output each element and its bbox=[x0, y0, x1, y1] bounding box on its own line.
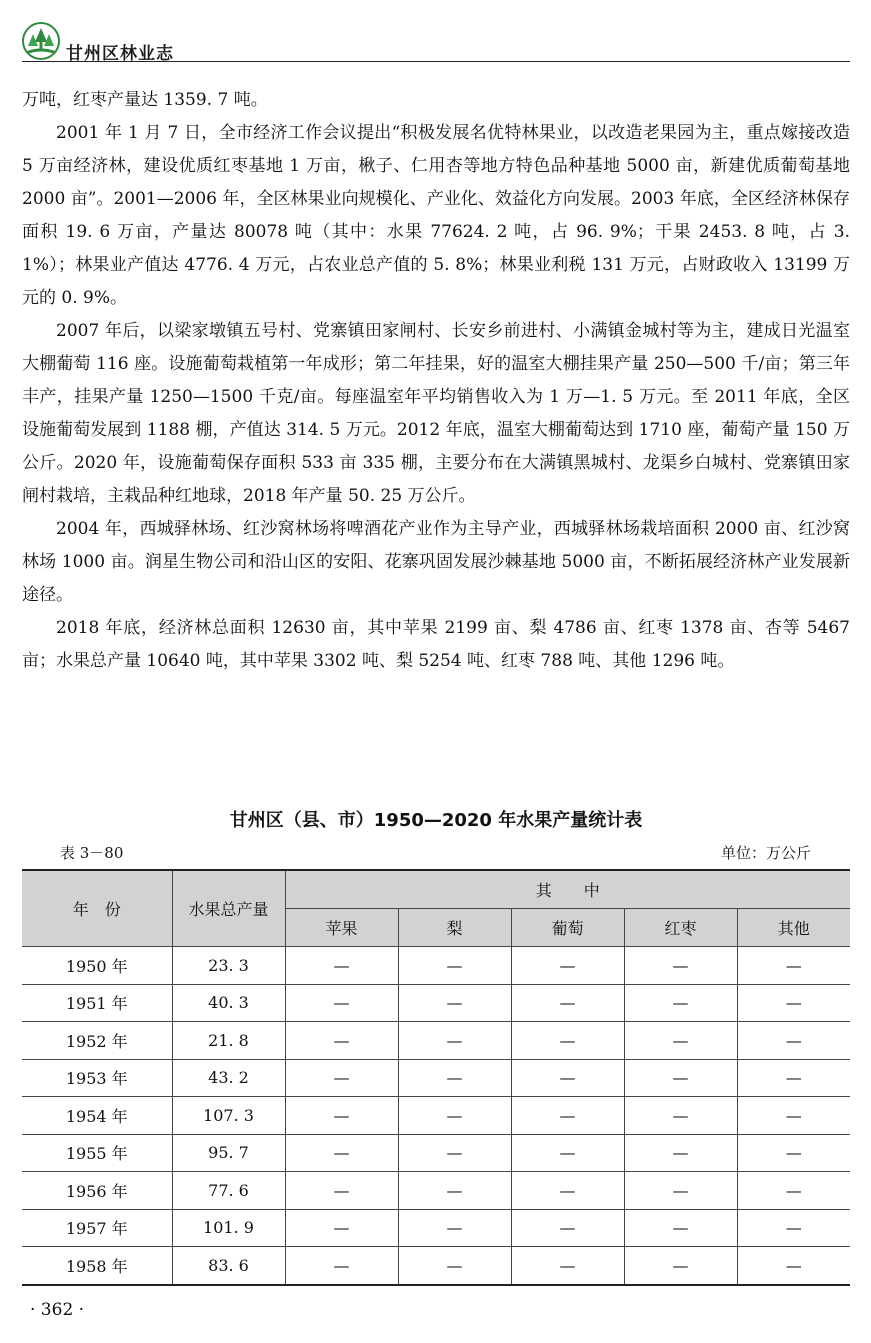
header-jujube: 红枣 bbox=[624, 909, 737, 947]
cell-grape: — bbox=[511, 1097, 624, 1135]
cell-pear: — bbox=[398, 1059, 511, 1097]
cell-total: 43. 2 bbox=[172, 1059, 285, 1097]
table-row bbox=[22, 1022, 850, 1060]
table-row bbox=[22, 947, 850, 985]
body-text bbox=[22, 84, 850, 678]
cell-pear: — bbox=[398, 947, 511, 985]
cell-jujube: — bbox=[624, 1172, 737, 1210]
cell-pear: — bbox=[398, 1172, 511, 1210]
table-row bbox=[22, 1209, 850, 1247]
table-row bbox=[22, 1097, 850, 1135]
cell-jujube: — bbox=[624, 1247, 737, 1285]
cell-pear: — bbox=[398, 1097, 511, 1135]
page-header bbox=[22, 22, 850, 62]
cell-grape: — bbox=[511, 1022, 624, 1060]
cell-grape: — bbox=[511, 1209, 624, 1247]
cell-pear: — bbox=[398, 1209, 511, 1247]
cell-other: — bbox=[737, 1134, 850, 1172]
cell-apple: — bbox=[285, 984, 398, 1022]
cell-grape: — bbox=[511, 947, 624, 985]
cell-year: 1954 年 bbox=[22, 1097, 172, 1135]
paragraph: 2004 年，西城驿林场、红沙窝林场将啤酒花产业作为主导产业，西城驿林场栽培面积 2000 亩、红沙窝林场 1000 亩。润星生物公司和沿山区的安阳、花寨巩固发展沙棘基地 5000 亩，不断拓展经济林产业发展新途径。 bbox=[22, 519, 850, 605]
cell-jujube: — bbox=[624, 1059, 737, 1097]
page-number: · 362 · bbox=[30, 1300, 85, 1320]
table-row bbox=[22, 984, 850, 1022]
cell-year: 1956 年 bbox=[22, 1172, 172, 1210]
cell-total: 40. 3 bbox=[172, 984, 285, 1022]
header-year: 年 份 bbox=[22, 870, 172, 947]
cell-grape: — bbox=[511, 1172, 624, 1210]
table-row bbox=[22, 1172, 850, 1210]
cell-year: 1950 年 bbox=[22, 947, 172, 985]
header-pear: 梨 bbox=[398, 909, 511, 947]
book-title: 甘州区林业志 bbox=[66, 44, 174, 64]
table-row bbox=[22, 1247, 850, 1285]
cell-total: 101. 9 bbox=[172, 1209, 285, 1247]
cell-jujube: — bbox=[624, 1097, 737, 1135]
paragraph: 万吨，红枣产量达 1359. 7 吨。 bbox=[22, 90, 268, 110]
cell-apple: — bbox=[285, 947, 398, 985]
table-title: 甘州区（县、市）1950—2020 年水果产量统计表 bbox=[229, 810, 643, 831]
cell-jujube: — bbox=[624, 1134, 737, 1172]
cell-total: 83. 6 bbox=[172, 1247, 285, 1285]
cell-apple: — bbox=[285, 1247, 398, 1285]
cell-other: — bbox=[737, 984, 850, 1022]
paragraph: 2018 年底，经济林总面积 12630 亩，其中苹果 2199 亩、梨 4786 亩、红枣 1378 亩、杏等 5467 亩；水果总产量 10640 吨，其中苹果 3302 吨、梨 5254 吨、红枣 788 吨、其他 1296 吨。 bbox=[22, 618, 850, 671]
cell-year: 1953 年 bbox=[22, 1059, 172, 1097]
fruit-production-table bbox=[22, 869, 850, 1286]
header-divider bbox=[22, 61, 850, 62]
paragraph: 2001 年 1 月 7 日，全市经济工作会议提出“积极发展名优特林果业，以改造老果园为主，重点嫁接改造 5 万亩经济林，建设优质红枣基地 1 万亩，楸子、仁用杏等地方特色品种基地 5000 亩，新建优质葡萄基地 2000 亩”。2001—2006 年，全区林果业向规模化、产业化、效益化方向发展。2003 年底，全区经济林保存面积 19. 6 万亩，产量达 80078 吨（其中：水果 77624. 2 吨，占 96. 9%；干果 2453. 8 吨，占 3. 1%）；林果业产值达 4776. 4 万元，占农业总产值的 5. 8%；林果业利税 131 万元，占财政收入 13199 万元的 0. 9%。 bbox=[22, 123, 850, 308]
cell-year: 1951 年 bbox=[22, 984, 172, 1022]
cell-other: — bbox=[737, 1059, 850, 1097]
header-total: 水果总产量 bbox=[172, 870, 285, 947]
table-unit: 单位：万公斤 bbox=[720, 844, 811, 862]
cell-total: 23. 3 bbox=[172, 947, 285, 985]
cell-pear: — bbox=[398, 1247, 511, 1285]
cell-jujube: — bbox=[624, 1022, 737, 1060]
cell-total: 107. 3 bbox=[172, 1097, 285, 1135]
header-group: 其 中 bbox=[285, 870, 850, 909]
cell-jujube: — bbox=[624, 1209, 737, 1247]
cell-apple: — bbox=[285, 1134, 398, 1172]
cell-pear: — bbox=[398, 984, 511, 1022]
paragraph: 2007 年后，以梁家墩镇五号村、党寨镇田家闸村、长安乡前进村、小满镇金城村等为主，建成日光温室大棚葡萄 116 座。设施葡萄栽植第一年成形；第二年挂果，好的温室大棚挂果产量 250—500 千/亩；第三年丰产，挂果产量 1250—1500 千克/亩。每座温室年平均销售收入为 1 万—1. 5 万元。至 2011 年底，全区设施葡萄发展到 1188 棚，产值达 314. 5 万元。2012 年底，温室大棚葡萄达到 1710 座，葡萄产量 150 万公斤。2020 年，设施葡萄保存面积 533 亩 335 棚，主要分布在大满镇黑城村、龙渠乡白城村、党寨镇田家闸村栽培，主栽品种红地球，2018 年产量 50. 25 万公斤。 bbox=[22, 321, 850, 506]
cell-grape: — bbox=[511, 1059, 624, 1097]
cell-total: 21. 8 bbox=[172, 1022, 285, 1060]
cell-other: — bbox=[737, 1022, 850, 1060]
table-row bbox=[22, 1134, 850, 1172]
cell-apple: — bbox=[285, 1097, 398, 1135]
cell-year: 1955 年 bbox=[22, 1134, 172, 1172]
cell-grape: — bbox=[511, 1134, 624, 1172]
cell-jujube: — bbox=[624, 947, 737, 985]
cell-pear: — bbox=[398, 1134, 511, 1172]
cell-apple: — bbox=[285, 1209, 398, 1247]
cell-other: — bbox=[737, 1247, 850, 1285]
header-grape: 葡萄 bbox=[511, 909, 624, 947]
cell-total: 77. 6 bbox=[172, 1172, 285, 1210]
table-id: 表 3－80 bbox=[60, 844, 124, 862]
cell-apple: — bbox=[285, 1022, 398, 1060]
cell-grape: — bbox=[511, 984, 624, 1022]
cell-total: 95. 7 bbox=[172, 1134, 285, 1172]
cell-other: — bbox=[737, 1097, 850, 1135]
cell-apple: — bbox=[285, 1059, 398, 1097]
cell-jujube: — bbox=[624, 984, 737, 1022]
cell-year: 1957 年 bbox=[22, 1209, 172, 1247]
header-apple: 苹果 bbox=[285, 909, 398, 947]
header-other: 其他 bbox=[737, 909, 850, 947]
cell-year: 1958 年 bbox=[22, 1247, 172, 1285]
table-row bbox=[22, 1059, 850, 1097]
cell-other: — bbox=[737, 1172, 850, 1210]
cell-grape: — bbox=[511, 1247, 624, 1285]
cell-pear: — bbox=[398, 1022, 511, 1060]
cell-other: — bbox=[737, 947, 850, 985]
forest-emblem-icon bbox=[22, 22, 60, 60]
cell-apple: — bbox=[285, 1172, 398, 1210]
cell-other: — bbox=[737, 1209, 850, 1247]
cell-year: 1952 年 bbox=[22, 1022, 172, 1060]
